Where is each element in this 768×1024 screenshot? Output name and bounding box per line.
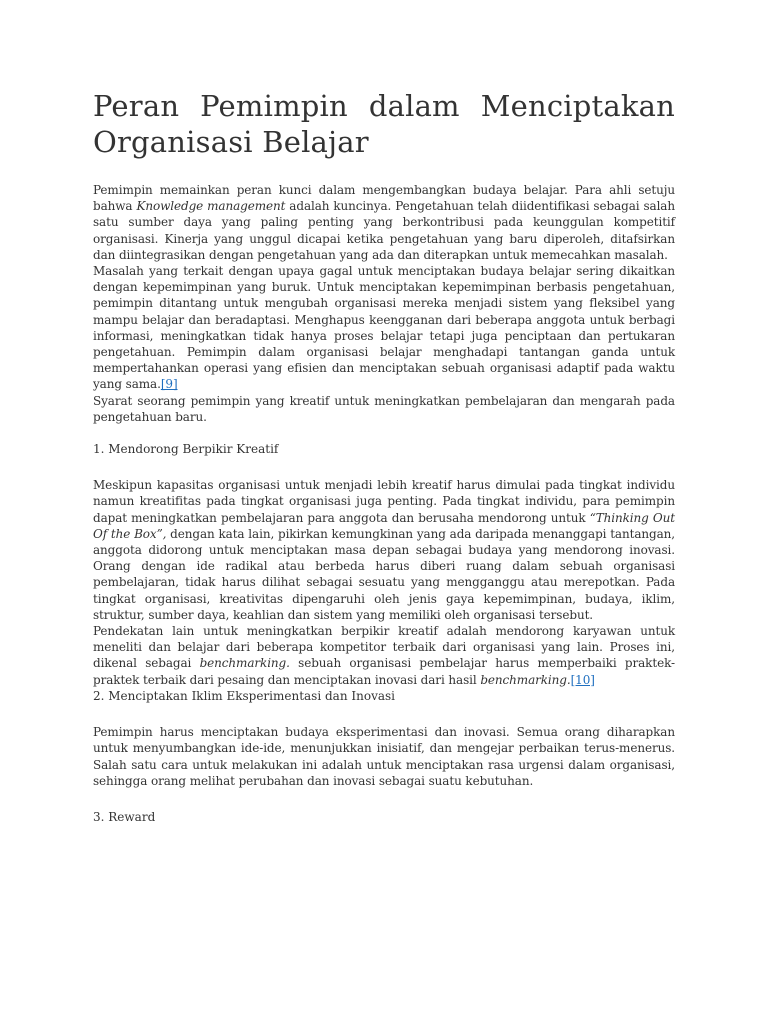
reference-link-9[interactable]: [9]: [160, 377, 178, 392]
paragraph-intro-text-b: adalah kuncinya. Pengetahuan telah diidentifikasi sebagai salah satu sumber daya yang paling penting yang berkontribusi pada keunggulan kompetitif organisasi. Kinerja yang unggul dicapai ketika pengetahuan yang baru diperoleh, ditafsirkan dan diintegrasikan dengan pengetahuan yang ada dan diterapkan untuk memecahkan masalah.: [93, 199, 675, 262]
paragraph-creativity-emphasis: “Thinking Out Of the Box”,: [93, 510, 675, 541]
spacer: [93, 425, 675, 441]
document-page: [93, 88, 675, 825]
spacer: [93, 704, 675, 724]
paragraph-intro: [93, 182, 675, 263]
paragraph-requirement: Syarat seorang pemimpin yang kreatif untuk meningkatkan pembelajaran dan mengarah pada pengetahuan baru.: [93, 393, 675, 424]
reference-link-10[interactable]: [10]: [570, 672, 595, 687]
paragraph-benchmarking-text-b: sebuah organisasi pembelajar harus memperbaiki praktek-praktek terbaik dari pesaing dan menciptakan inovasi dari hasil: [93, 656, 675, 687]
section-heading-1: 1. Mendorong Berpikir Kreatif: [93, 442, 279, 457]
paragraph-benchmarking-emphasis-2: benchmarking.: [480, 672, 571, 687]
paragraph-creativity-text-b: dengan kata lain, pikirkan kemungkinan yang ada daripada menanggapi tantangan, anggota didorong untuk menciptakan masa depan sebagai budaya yang mendorong inovasi. Orang dengan ide radikal atau berbeda harus diberi ruang dalam sebuah organisasi pembelajaran, tidak harus dilihat sebagai sesuatu yang mengganggu atau merepotkan. Pada tingkat organisasi, kreativitas dipengaruhi oleh jenis gaya kepemimpinan, budaya, iklim, struktur, sumber daya, keahlian dan sistem yang memiliki oleh organisasi tersebut.: [93, 526, 675, 622]
paragraph-leadership-text: Masalah yang terkait dengan upaya gagal untuk menciptakan budaya belajar sering dikaitkan dengan kepemimpinan yang buruk. Untuk menciptakan kepemimpinan berbasis pengetahuan, pemimpin ditantang untuk mengubah organisasi mereka menjadi sistem yang fleksibel yang mampu belajar dan beradaptasi. Menghapus keengganan dari beberapa anggota untuk berbagi informasi, meningkatkan tidak hanya proses belajar tetapi juga penciptaan dan pertukaran pengetahuan. Pemimpin dalam organisasi belajar menghadapi tantangan ganda untuk mempertahankan operasi yang efisien dan menciptakan sebuah organisasi adaptif pada waktu yang sama.: [93, 264, 675, 392]
paragraph-benchmarking: [93, 623, 675, 688]
paragraph-leadership: [93, 263, 675, 393]
spacer: [93, 789, 675, 809]
paragraph-benchmarking-text-a: Pendekatan lain untuk meningkatkan berpikir kreatif adalah mendorong karyawan untuk meneliti dan belajar dari beberapa kompetitor terbaik dari organisasi yang lain. Proses ini, dikenal sebagai: [93, 624, 675, 671]
section-heading-3: 3. Reward: [93, 809, 156, 824]
section-heading-2: 2. Menciptakan Iklim Eksperimentasi dan Inovasi: [93, 688, 395, 703]
paragraph-creativity: [93, 477, 675, 623]
paragraph-creativity-text-a: Meskipun kapasitas organisasi untuk menjadi lebih kreatif harus dimulai pada tingkat individu namun kreatifitas pada tingkat organisasi juga penting. Pada tingkat individu, para pemimpin dapat meningkatkan pembelajaran para anggota dan berusaha mendorong untuk: [93, 478, 675, 525]
paragraph-intro-emphasis: Knowledge management: [136, 199, 286, 214]
page-title: Peran Pemimpin dalam Menciptakan Organisasi Belajar: [93, 89, 675, 159]
spacer: [93, 457, 675, 477]
paragraph-experimentation: Pemimpin harus menciptakan budaya eksperimentasi dan inovasi. Semua orang diharapkan untuk menyumbangkan ide-ide, menunjukkan inisiatif, dan mengejar perbaikan terus-menerus. Salah satu cara untuk melakukan ini adalah untuk menciptakan rasa urgensi dalam organisasi, sehingga orang melihat perubahan dan inovasi sebagai suatu kebutuhan.: [93, 725, 675, 788]
paragraph-intro-text-a: Pemimpin memainkan peran kunci dalam mengembangkan budaya belajar. Para ahli setuju bahwa: [93, 183, 675, 214]
paragraph-benchmarking-emphasis-1: benchmarking.: [199, 656, 290, 671]
